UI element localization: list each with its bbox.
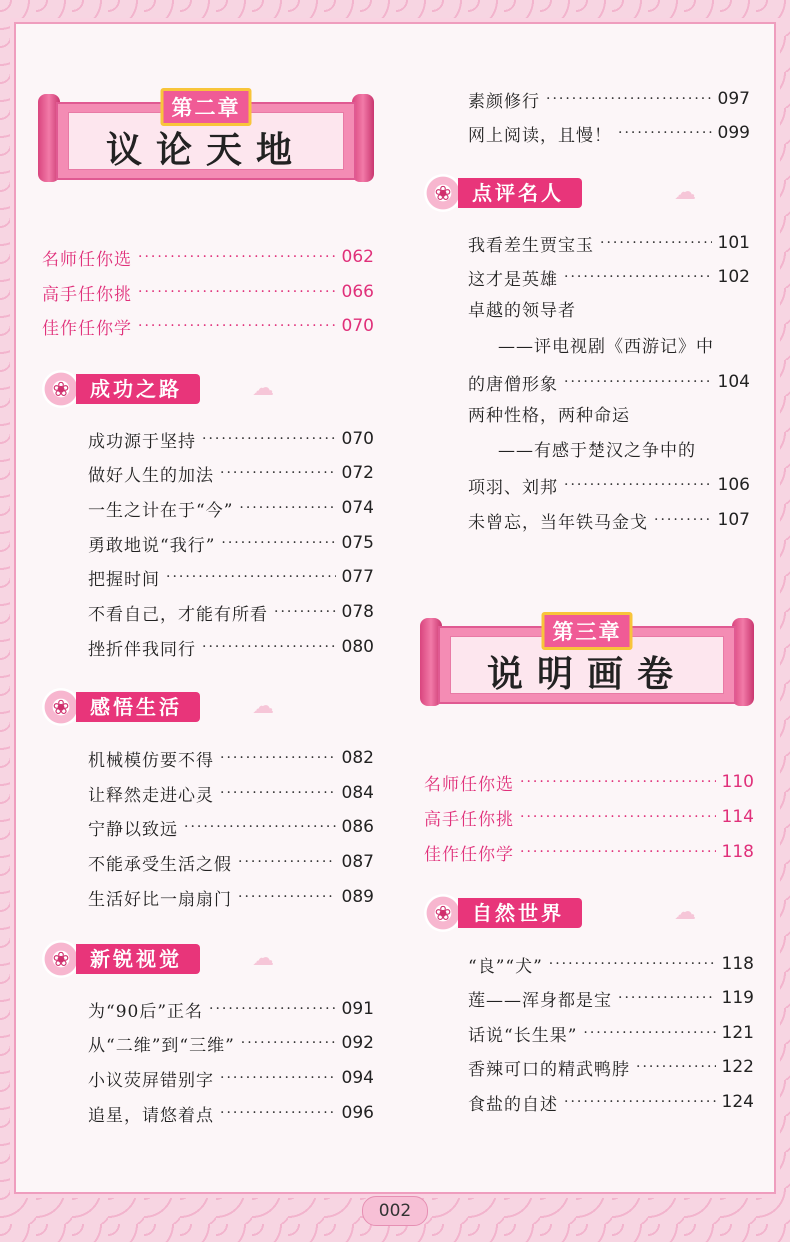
toc-entry[interactable]: 名师任你选 ····· 110	[424, 767, 754, 797]
toc-entry[interactable]: 勇敢地说“我行” ····· 075	[88, 528, 374, 558]
toc-entry[interactable]: 未曾忘，当年铁马金戈 ····· 107	[468, 505, 750, 535]
toc-entry[interactable]: 小议荧屏错别字 ····· 094	[88, 1063, 374, 1093]
toc-entry-subtitle: ——有感于楚汉之争中的	[498, 441, 696, 461]
toc-entry[interactable]: 莲——浑身都是宝 ····· 119	[468, 983, 754, 1013]
ribbon-icon: ❀	[42, 940, 80, 978]
chapter-banner-2	[38, 88, 374, 188]
ribbon-icon: ❀	[42, 688, 80, 726]
toc-entry-title[interactable]: 卓越的领导者	[468, 301, 576, 321]
cloud-icon: ☁	[252, 376, 274, 401]
toc-entry[interactable]: 的唐僧形象 ····· 104	[468, 367, 750, 397]
toc-entry[interactable]: 生活好比一扇扇门 ····· 089	[88, 882, 374, 912]
toc-entry[interactable]: “良”“犬” ····· 118	[468, 949, 754, 979]
toc-entry[interactable]: 香辣可口的精武鸭脖 ····· 122	[468, 1052, 754, 1082]
section-header-nature: ❀ 自然世界 ☁	[424, 898, 754, 928]
cloud-icon: ☁	[252, 946, 274, 971]
ribbon-icon: ❀	[42, 370, 80, 408]
toc-entry-title[interactable]: 两种性格，两种命运	[468, 406, 630, 426]
toc-entry[interactable]: 不能承受生活之假 ····· 087	[88, 847, 374, 877]
toc-entry[interactable]: 不看自己，才能有所看 ····· 078	[88, 597, 374, 627]
toc-entry[interactable]: 高手任你挑 ····· 066	[42, 277, 374, 307]
chapter-tag: 第二章	[161, 88, 252, 126]
ribbon-icon: ❀	[424, 174, 462, 212]
toc-entry[interactable]: 为“90后”正名 ····· 091	[88, 994, 374, 1024]
section-header-life: ❀ 感悟生活 ☁	[42, 692, 342, 722]
toc-entry[interactable]: 食盐的自述 ····· 124	[468, 1087, 754, 1117]
cloud-icon: ☁	[674, 900, 696, 925]
toc-entry[interactable]: 追星，请悠着点 ····· 096	[88, 1098, 374, 1128]
cloud-icon: ☁	[674, 180, 696, 205]
chapter-title: 议论天地	[105, 129, 306, 171]
toc-entry[interactable]: 我看差生贾宝玉 ····· 101	[468, 228, 750, 258]
toc-entry[interactable]: 成功源于坚持 ····· 070	[88, 424, 374, 454]
toc-entry[interactable]: 项羽、刘邦 ····· 106	[468, 470, 750, 500]
toc-entry[interactable]: 把握时间 ····· 077	[88, 562, 374, 592]
cloud-icon: ☁	[252, 694, 274, 719]
toc-entry[interactable]: 佳作任你学 ····· 118	[424, 837, 754, 867]
toc-entry[interactable]: 一生之计在于“今” ····· 074	[88, 493, 374, 523]
toc-entry[interactable]: 话说“长生果” ····· 121	[468, 1018, 754, 1048]
toc-entry[interactable]: 名师任你选 ····· 062	[42, 242, 374, 272]
ribbon-icon: ❀	[424, 894, 462, 932]
toc-entry[interactable]: 宁静以致远 ····· 086	[88, 812, 374, 842]
chapter-banner-3	[420, 612, 754, 712]
toc-entry[interactable]: 佳作任你学 ····· 070	[42, 311, 374, 341]
toc-entry[interactable]: 这才是英雄 ····· 102	[468, 262, 750, 292]
toc-entry[interactable]: 做好人生的加法 ····· 072	[88, 458, 374, 488]
toc-entry[interactable]: 素颜修行 ····· 097	[468, 84, 750, 114]
section-header-vision: ❀ 新锐视觉 ☁	[42, 944, 342, 974]
section-header-success: ❀ 成功之路 ☁	[42, 374, 342, 404]
toc-entry[interactable]: 网上阅读，且慢！ ····· 099	[468, 118, 750, 148]
chapter-title: 说明画卷	[486, 653, 687, 695]
toc-entry[interactable]: 挫折伴我同行 ····· 080	[88, 632, 374, 662]
toc-entry[interactable]: 让释然走进心灵 ····· 084	[88, 778, 374, 808]
page-number: 002	[362, 1196, 428, 1226]
chapter-tag: 第三章	[542, 612, 633, 650]
toc-entry[interactable]: 高手任你挑 ····· 114	[424, 802, 754, 832]
toc-entry[interactable]: 机械模仿要不得 ····· 082	[88, 743, 374, 773]
toc-entry-subtitle: ——评电视剧《西游记》中	[498, 337, 714, 357]
toc-entry[interactable]: 从“二维”到“三维” ····· 092	[88, 1028, 374, 1058]
section-header-celebrities: ❀ 点评名人 ☁	[424, 178, 754, 208]
